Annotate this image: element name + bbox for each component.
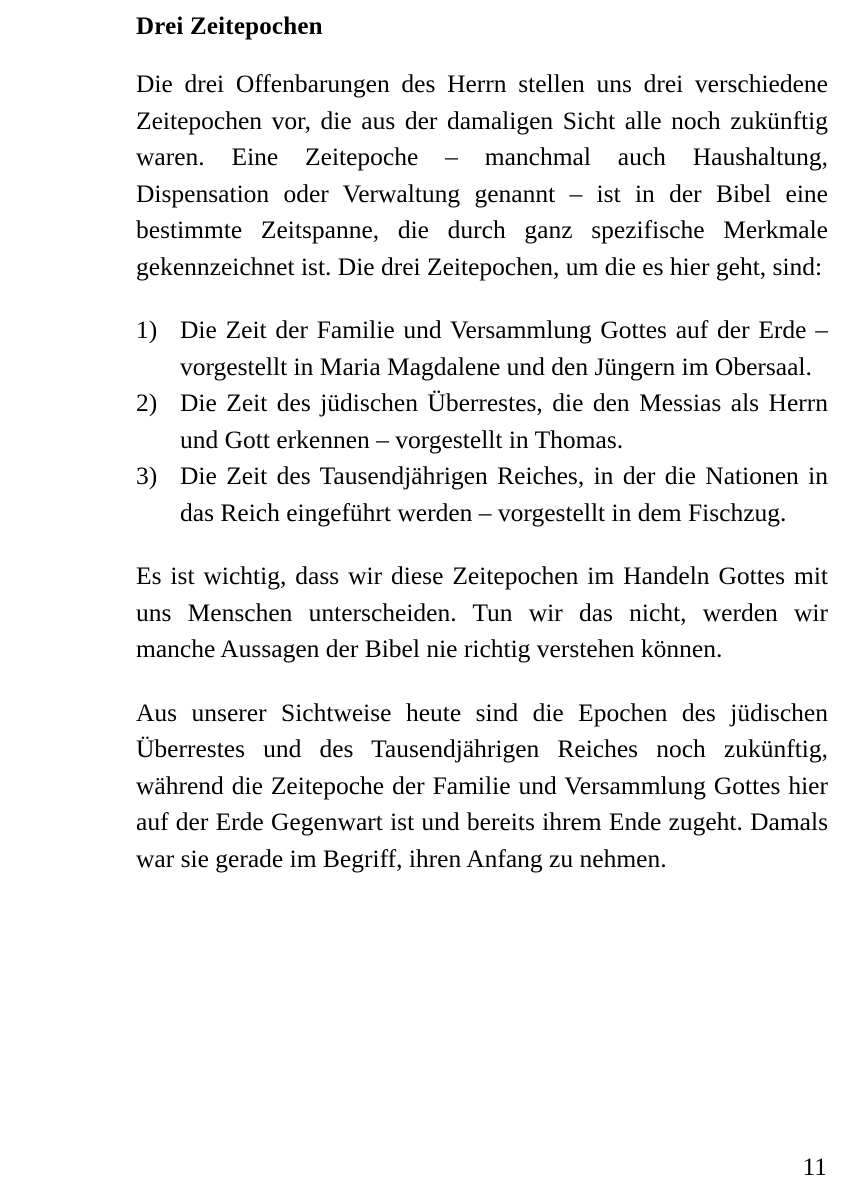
- spacer: [136, 531, 828, 558]
- list-item-text: Die Zeit des jüdischen Überrestes, die den Messias als Herrn und Gott erkennen – vorgestellt in Thomas.: [180, 388, 828, 454]
- spacer: [136, 52, 828, 66]
- list-item: [136, 312, 828, 385]
- spacer: [136, 285, 828, 312]
- page-title: Drei Zeitepochen: [136, 13, 323, 40]
- paragraph-3: Aus unserer Sichtweise heute sind die Epochen des jüdischen Überrestes und des Tausendjährigen Reiches noch zukünftig, während die Zeitepoche der Familie und Versammlung Gottes hier auf der Erde Gegenwart ist und bereits ihrem Ende zugeht. Damals war sie gerade im Begriff, ihren Anfang zu nehmen.: [136, 697, 828, 873]
- page-number: 11: [802, 1152, 827, 1181]
- list-item-marker: 1): [136, 315, 158, 344]
- list-item: [136, 458, 828, 531]
- page-content: [136, 12, 828, 877]
- numbered-list: [136, 312, 828, 531]
- spacer: [136, 668, 828, 695]
- list-item-marker: 2): [136, 388, 158, 417]
- list-item-marker: 3): [136, 461, 158, 490]
- list-item-text: Die Zeit der Familie und Versammlung Gottes auf der Erde – vorgestellt in Maria Magdalene und den Jüngern im Obersaal.: [180, 315, 828, 381]
- list-item: [136, 385, 828, 458]
- paragraph-2: Es ist wichtig, dass wir diese Zeitepochen im Handeln Gottes mit uns Menschen unterscheiden. Tun wir das nicht, werden wir manche Aussagen der Bibel nie richtig verstehen können.: [136, 561, 828, 663]
- list-item-text: Die Zeit des Tausendjährigen Reiches, in der die Nationen in das Reich eingeführt werden – vorgestellt in dem Fischzug.: [180, 461, 828, 527]
- paragraph-1: Die drei Offenbarungen des Herrn stellen uns drei verschiedene Zeitepochen vor, die aus der damaligen Sicht alle noch zukünftig waren. Eine Zeitepoche – manchmal auch Haushaltung, Dispensation oder Verwaltung genannt – ist in der Bibel eine bestimmte Zeitspanne, die durch ganz spezifische Merkmale gekennzeichnet ist. Die drei Zeitepochen, um die es hier geht, sind:: [136, 69, 828, 281]
